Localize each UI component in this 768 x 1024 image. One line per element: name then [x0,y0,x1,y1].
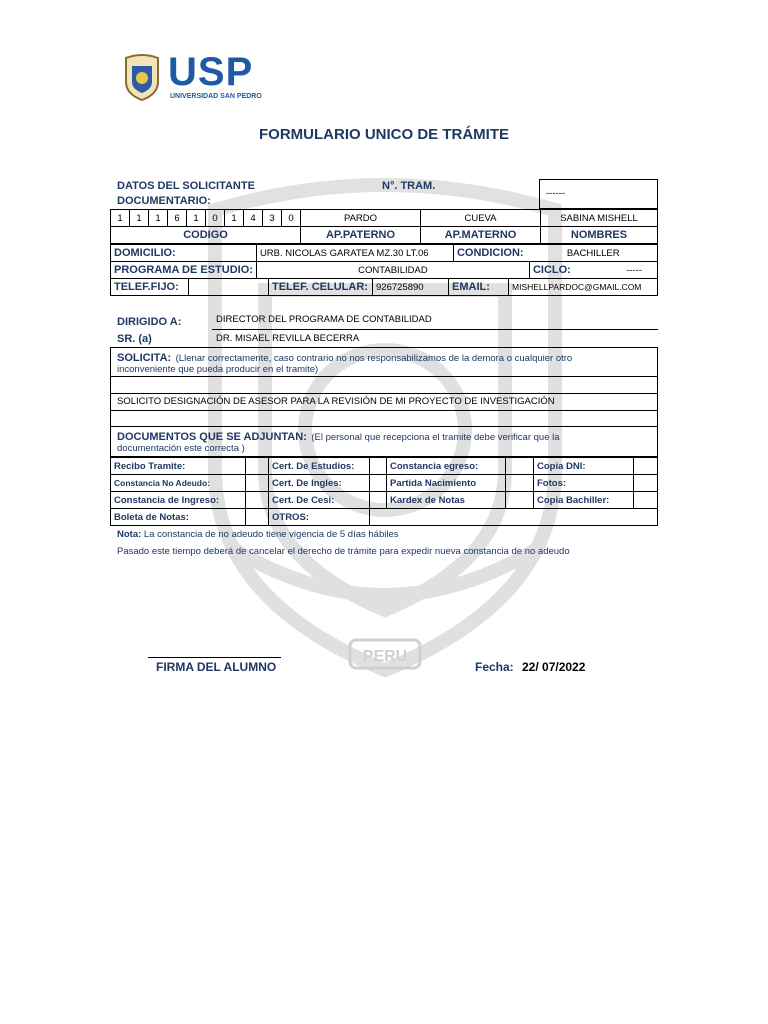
doc-checkbox[interactable] [246,475,269,492]
solicitante-table [110,209,658,244]
doc-checkbox[interactable] [370,492,387,509]
ap-materno-label: AP.MATERNO [421,227,541,244]
university-logo-text: USP [168,50,254,94]
documentos-row [111,492,658,509]
doc-checkbox[interactable] [634,475,658,492]
solicita-note: (Llenar correctamente, caso contrario no nos responsabilizamos de la demora o cualquier otro [175,353,573,364]
nota-line [117,529,399,540]
email-value[interactable]: MISHELLPARDOC@GMAIL.COM [509,279,658,296]
solicita-box [110,347,658,427]
programa-row [111,262,658,279]
domicilio-value[interactable]: URB. NICOLAS GARATEA MZ.30 LT.06 [256,245,453,262]
contacto-table [110,278,658,296]
fecha-value[interactable]: 22/ 07/2022 [522,660,586,674]
telef-celular-value[interactable]: 926725890 [373,279,449,296]
email-label: EMAIL: [449,279,509,296]
doc-item-label: Copia Bachiller: [534,492,634,509]
domicilio-row [111,245,658,262]
telef-celular-label: TELEF. CELULAR: [269,279,373,296]
dirigido-value[interactable]: DIRECTOR DEL PROGRAMA DE CONTABILIDAD [216,314,432,325]
doc-item-label: Partida Nacimiento [387,475,506,492]
telef-fijo-value[interactable] [189,279,269,296]
telef-fijo-label: TELEF.FIJO: [111,279,189,296]
doc-item-label: Cert. De Ingles: [269,475,370,492]
doc-item-label: Copia DNI: [534,458,634,475]
codigo-row [111,210,658,227]
doc-item-label: Constancia egreso: [387,458,506,475]
doc-checkbox[interactable] [506,492,534,509]
domicilio-label: DOMICILIO: [111,245,257,262]
ap-paterno-value[interactable]: PARDO [301,210,421,227]
documentos-label: DOCUMENTOS QUE SE ADJUNTAN: [117,431,307,443]
documentos-row [111,458,658,475]
condicion-label: CONDICION: [453,245,529,262]
section-label-solicitante: DATOS DEL SOLICITANTE [117,180,255,192]
doc-checkbox[interactable] [634,492,658,509]
nota-label: Nota: [117,529,142,540]
doc-item-label: Kardex de Notas [387,492,506,509]
university-logo-subtitle: UNIVERSIDAD SAN PEDRO [170,93,262,100]
doc-checkbox[interactable] [246,458,269,475]
ap-materno-value[interactable]: CUEVA [421,210,541,227]
codigo-digit[interactable]: 1 [149,210,168,227]
codigo-digit[interactable]: 1 [187,210,206,227]
dirigido-label: DIRIGIDO A: [117,316,182,328]
codigo-digit[interactable]: 1 [225,210,244,227]
codigo-digit[interactable]: 3 [263,210,282,227]
solicita-label: SOLICITA: [117,352,172,364]
doc-item-label: Fotos: [534,475,634,492]
programa-label: PROGRAMA DE ESTUDIO: [111,262,257,279]
ciclo-label: CICLO: [532,264,571,276]
doc-item-label: Cert. De Estudios: [269,458,370,475]
firma-label: FIRMA DEL ALUMNO [156,660,277,674]
documentos-row [111,509,658,526]
doc-checkbox[interactable] [370,458,387,475]
doc-item-label: Constancia No Adeudo: [111,475,246,492]
ciclo-value: ----- [626,265,642,276]
documentos-row [111,475,658,492]
codigo-digit[interactable]: 6 [168,210,187,227]
doc-checkbox[interactable] [246,492,269,509]
sr-label: SR. (a) [117,333,152,345]
codigo-digit[interactable]: 0 [206,210,225,227]
section-label-documentario: DOCUMENTARIO: [117,195,211,207]
nota-text: La constancia de no adeudo tiene vigencia de 5 días hábiles [143,529,399,540]
labels-row [111,227,658,244]
tram-value: ------ [546,188,565,199]
ciclo-cell[interactable] [529,262,657,279]
nombres-label: NOMBRES [541,227,658,244]
solicita-text[interactable]: SOLICITO DESIGNACIÓN DE ASESOR PARA LA REVISIÓN DE MI PROYECTO DE INVESTIGACIÓN [117,396,555,407]
watermark-text: PERU [362,648,408,665]
tram-box[interactable] [539,179,658,209]
otros-field[interactable] [370,509,658,526]
programa-value[interactable]: CONTABILIDAD [256,262,529,279]
documentos-note-2: documentación este correcta ) [117,443,245,454]
doc-checkbox[interactable] [506,458,534,475]
doc-item-label: Boleta de Notas: [111,509,246,526]
ap-paterno-label: AP.PATERNO [301,227,421,244]
dirigido-underline [212,329,658,330]
codigo-label: CODIGO [111,227,301,244]
doc-checkbox[interactable] [370,475,387,492]
codigo-digit[interactable]: 4 [244,210,263,227]
nombres-value[interactable]: SABINA MISHELL [541,210,658,227]
codigo-digit[interactable]: 0 [282,210,301,227]
documentos-table [110,457,658,526]
condicion-value[interactable]: BACHILLER [529,245,657,262]
fecha-label: Fecha: [475,660,514,674]
signature-line[interactable] [148,657,281,658]
doc-item-label: Cert. De Cesi: [269,492,370,509]
documentos-note: (El personal que recepciona el tramite debe verificar que la [311,432,560,443]
doc-item-label: OTROS: [269,509,370,526]
university-shield-logo [122,54,162,102]
sr-value[interactable]: DR. MISAEL REVILLA BECERRA [216,333,360,344]
doc-item-label: Constancia de Ingreso: [111,492,246,509]
domicilio-table [110,244,658,279]
page-title: FORMULARIO UNICO DE TRÁMITE [259,126,509,143]
codigo-digit[interactable]: 1 [130,210,149,227]
tram-label: N°. TRAM. [382,180,436,192]
contacto-row [111,279,658,296]
solicita-note-2: inconveniente que pueda producir en el tramite) [117,364,319,375]
nota-line-2: Pasado este tiempo deberá de cancelar el derecho de trámite para expedir nueva constancia de no adeudo [117,546,570,557]
documentos-header [110,427,658,457]
doc-checkbox[interactable] [634,458,658,475]
codigo-digit[interactable]: 1 [111,210,130,227]
doc-checkbox[interactable] [506,475,534,492]
doc-item-label: Recibo Tramite: [111,458,246,475]
doc-checkbox[interactable] [246,509,269,526]
